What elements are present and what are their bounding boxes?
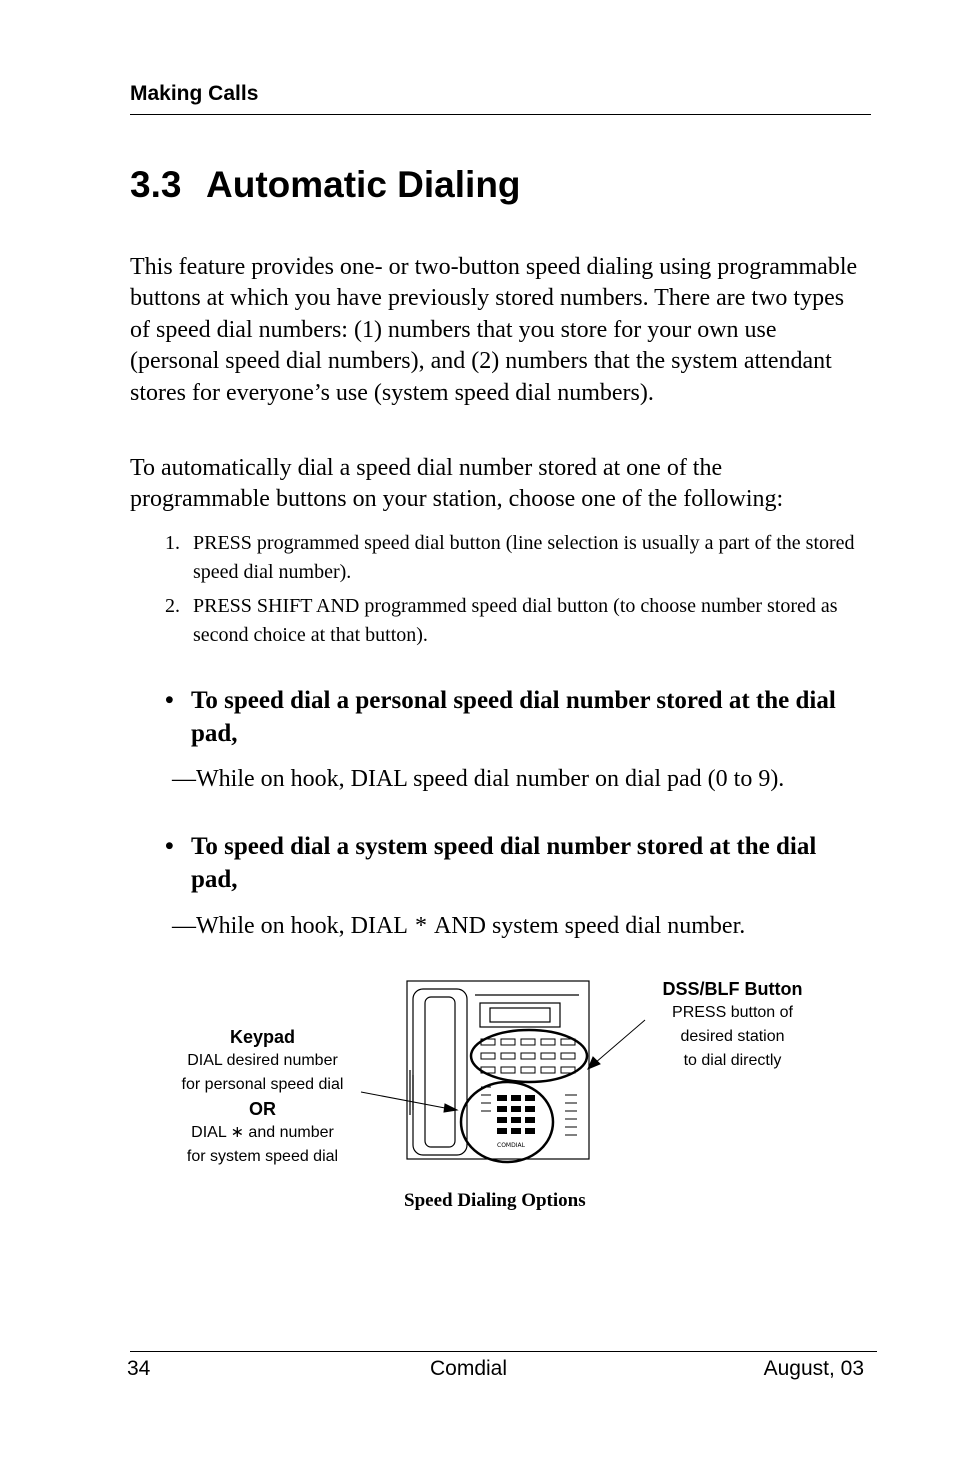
page-number: 34 (127, 1357, 151, 1380)
bullet-marker: • (165, 687, 174, 714)
keypad-callout-title: Keypad (229, 1027, 296, 1047)
dss-callout-line: PRESS button of (672, 1004, 793, 1021)
keypad-callout-line: for system speed dial (186, 1148, 339, 1165)
speed-dialing-figure (175, 975, 835, 1175)
footer-date: August, 03 (763, 1357, 864, 1380)
step-number: 2. (165, 595, 180, 617)
steps-list (165, 529, 865, 655)
bullet-heading-text: To speed dial a system speed dial number stored at the dial pad, (191, 833, 817, 893)
personal-speed-dial-action: —While on hook, DIAL speed dial number on dial pad (0 to 9). (172, 766, 785, 792)
bullet-marker: • (165, 833, 174, 860)
phone-handset (413, 989, 467, 1155)
star-key: * (414, 913, 427, 939)
dss-highlight-ellipse (471, 1030, 587, 1082)
step-number: 1. (165, 532, 180, 554)
instruction-paragraph: To automatically dial a speed dial number stored at one of the programmable buttons on your station, choose one of the following: (130, 455, 784, 513)
action-text-before: —While on hook, DIAL (172, 913, 408, 939)
bullet-heading-text: To speed dial a personal speed dial number stored at the dial pad, (191, 687, 836, 747)
phone-brand: COMDIAL (497, 1142, 525, 1149)
dss-buttons (481, 1039, 575, 1073)
keypad-callout (175, 1025, 350, 1169)
dss-callout (640, 977, 825, 1073)
dss-callout-title: DSS/BLF Button (662, 979, 803, 999)
keypad-callout-line: DIAL desired number (187, 1052, 338, 1069)
keypad-callout-line: for personal speed dial (181, 1076, 344, 1093)
step-item (165, 529, 865, 587)
dss-callout-line: desired station (680, 1028, 785, 1045)
action-text-after: AND system speed dial number. (433, 913, 746, 939)
keypad-pointer-line (361, 1092, 445, 1108)
step-item (165, 592, 865, 650)
footer-rule (130, 1351, 877, 1352)
section-title (130, 164, 521, 206)
intro-paragraph: This feature provides one- or two-button speed dialing using programmable buttons at which you have previously stored numbers. There are two types of speed dial numbers: (1) numbers that you store for your own use (personal speed dial numbers), and (2) numbers that the system attendant stores for everyone’s use (system speed dial numbers). (130, 254, 858, 406)
system-speed-dial-action (172, 911, 745, 941)
step-text: PRESS SHIFT AND programmed speed dial button (to choose number stored as second choice at that button). (193, 595, 838, 646)
header-rule (130, 114, 871, 115)
bullet-heading-system (165, 830, 865, 896)
dss-arrowhead (588, 1057, 600, 1069)
footer-company: Comdial (430, 1357, 508, 1380)
running-header: Making Calls (130, 82, 259, 105)
dial-pad (497, 1095, 535, 1134)
figure-caption: Speed Dialing Options (404, 1190, 586, 1211)
section-number: 3.3 (130, 164, 182, 205)
phone-display (480, 1003, 560, 1027)
dss-pointer-line (595, 1020, 645, 1063)
step-text: PRESS programmed speed dial button (line selection is usually a part of the stored speed dial number). (193, 532, 855, 583)
dss-callout-line: to dial directly (683, 1052, 782, 1069)
section-title-text: Automatic Dialing (206, 164, 521, 205)
keypad-callout-or: OR (249, 1099, 276, 1119)
keypad-callout-line: DIAL ∗ and number (191, 1124, 334, 1141)
bullet-heading-personal (165, 684, 865, 750)
